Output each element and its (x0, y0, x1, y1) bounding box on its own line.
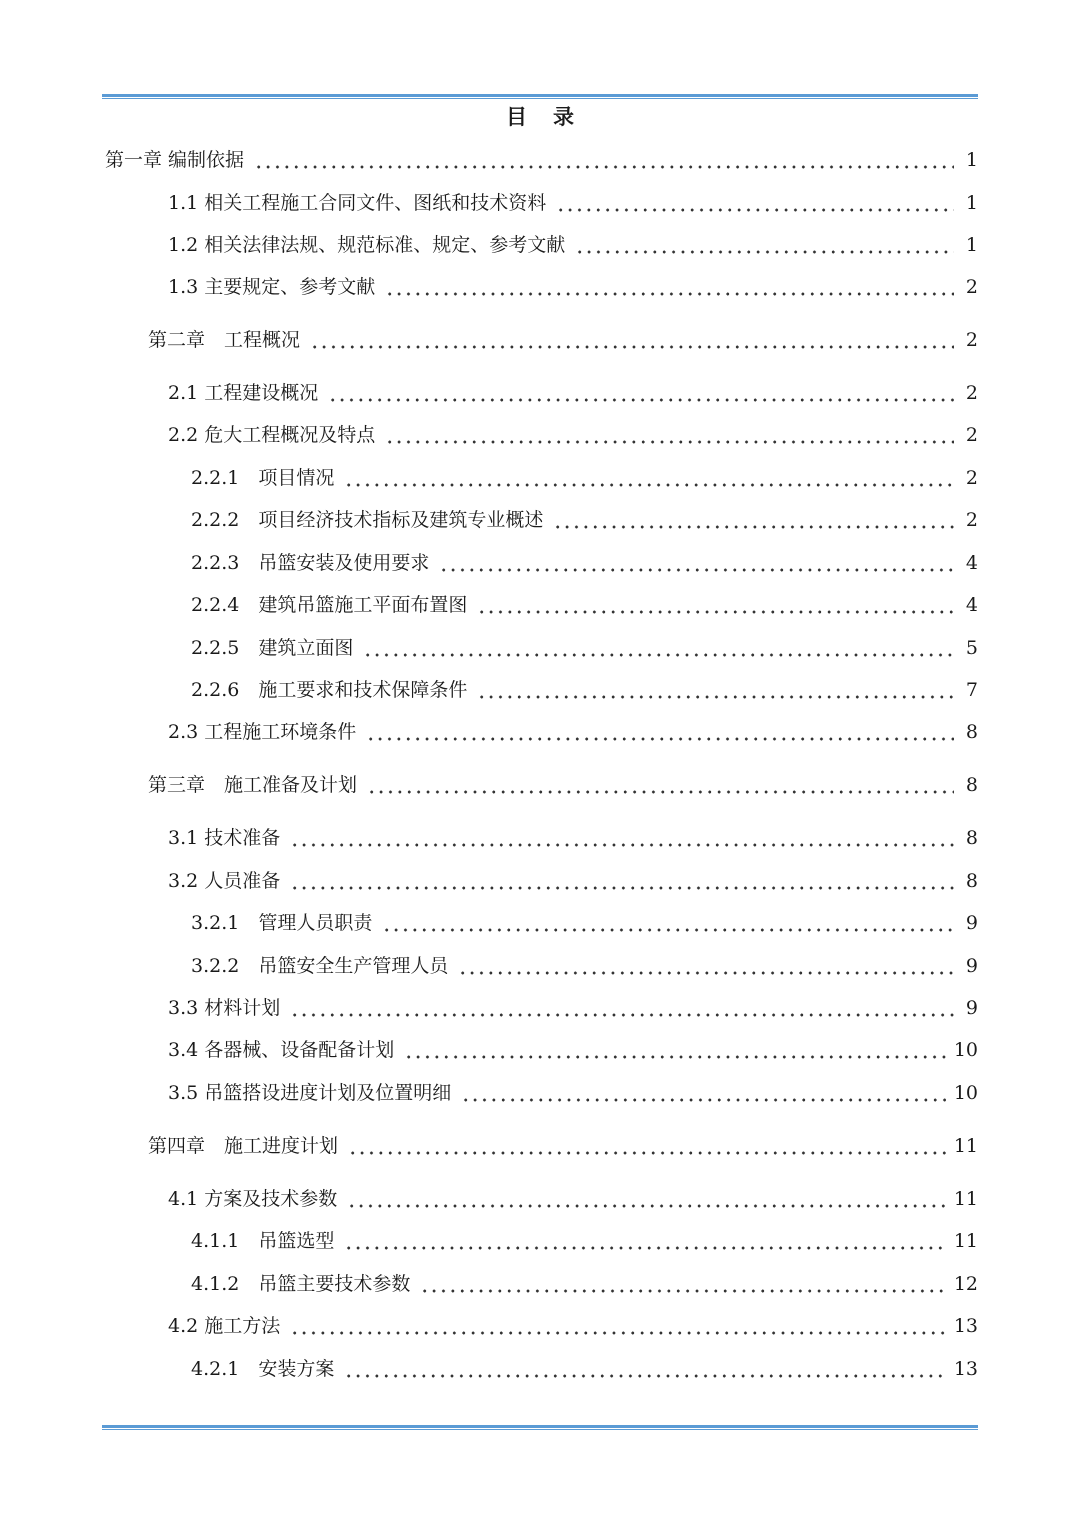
toc-entry-page: 1 (965, 149, 978, 171)
toc-leader-dots (404, 1035, 946, 1065)
toc-leader-dots (348, 1131, 946, 1161)
toc-entry[interactable] (191, 463, 978, 493)
toc-entry[interactable] (168, 823, 978, 853)
toc-entry-page: 10 (953, 1082, 978, 1104)
toc-leader-dots (366, 717, 954, 747)
toc-entry-label: 3.4 各器械、设备配备计划 (168, 1039, 395, 1061)
toc-entry[interactable] (168, 230, 978, 260)
toc-leader-dots (477, 675, 954, 705)
toc-entry[interactable] (168, 866, 978, 896)
header-rule-thick (102, 94, 978, 97)
toc-entry-page: 8 (965, 827, 978, 849)
toc-entry-label: 2.2.6 施工要求和技术保障条件 (191, 679, 468, 701)
toc-entry-page: 8 (965, 774, 978, 796)
toc-entry-page: 1 (965, 234, 978, 256)
header-rule (102, 94, 978, 100)
toc-leader-dots (310, 325, 954, 355)
toc-title-char: 录 (553, 104, 574, 129)
toc-leader-dots (344, 1226, 945, 1256)
toc-entry-label: 1.3 主要规定、参考文献 (168, 276, 376, 298)
footer-rule (102, 1425, 978, 1431)
toc-entry-label: 2.2 危大工程概况及特点 (168, 424, 376, 446)
toc-entry-label: 第四章 施工进度计划 (148, 1135, 339, 1157)
toc-leader-dots (344, 463, 954, 493)
toc-entry-label: 4.2.1 安装方案 (191, 1358, 335, 1380)
toc-leader-dots (254, 145, 954, 175)
toc-entry-page: 11 (953, 1230, 978, 1252)
toc-leader-dots (347, 1184, 946, 1214)
toc-entry-page: 1 (965, 192, 978, 214)
toc-entry[interactable] (191, 1354, 978, 1384)
toc-entry[interactable] (191, 675, 978, 705)
toc-entry[interactable] (191, 908, 978, 938)
toc-entry-page: 13 (953, 1358, 978, 1380)
toc-entry[interactable] (148, 1131, 978, 1161)
toc-entry-label: 4.2 施工方法 (168, 1315, 281, 1337)
toc-entry-page: 11 (953, 1135, 978, 1157)
toc-entry[interactable] (191, 633, 978, 663)
toc-entry-label: 2.2.1 项目情况 (191, 467, 335, 489)
toc-entry-label: 3.1 技术准备 (168, 827, 281, 849)
toc-leader-dots (385, 420, 954, 450)
toc-leader-dots (363, 633, 954, 663)
toc-leader-dots (553, 505, 954, 535)
toc-entry-label: 3.2.2 吊篮安全生产管理人员 (191, 955, 449, 977)
toc-entry-label: 3.2 人员准备 (168, 870, 281, 892)
toc-entry-label: 2.3 工程施工环境条件 (168, 721, 357, 743)
toc-entry-label: 3.3 材料计划 (168, 997, 281, 1019)
toc-entry[interactable] (105, 145, 978, 175)
toc-leader-dots (382, 908, 954, 938)
toc-entry-label: 第二章 工程概况 (148, 329, 301, 351)
toc-title (0, 102, 1080, 132)
toc-entry-label: 1.1 相关工程施工合同文件、图纸和技术资料 (168, 192, 547, 214)
toc-entry-label: 4.1.2 吊篮主要技术参数 (191, 1273, 411, 1295)
toc-entry-label: 2.2.3 吊篮安装及使用要求 (191, 552, 430, 574)
toc-entry[interactable] (191, 1226, 978, 1256)
header-rule-thin (102, 98, 978, 99)
toc-entry-page: 13 (953, 1315, 978, 1337)
toc-entry-page: 11 (953, 1188, 978, 1210)
toc-entry-page: 10 (953, 1039, 978, 1061)
toc-entry[interactable] (168, 717, 978, 747)
toc-entry[interactable] (191, 590, 978, 620)
toc-entry[interactable] (168, 188, 978, 218)
toc-leader-dots (575, 230, 954, 260)
toc-entry-page: 2 (965, 467, 978, 489)
toc-leader-dots (458, 951, 954, 981)
toc-leader-dots (344, 1354, 945, 1384)
toc-entry[interactable] (191, 505, 978, 535)
toc-leader-dots (290, 823, 954, 853)
toc-leader-dots (477, 590, 954, 620)
toc-leader-dots (290, 866, 954, 896)
toc-entry[interactable] (168, 1035, 978, 1065)
toc-entry-label: 4.1 方案及技术参数 (168, 1188, 338, 1210)
toc-entry-page: 2 (965, 509, 978, 531)
toc-entry[interactable] (191, 951, 978, 981)
toc-entry-label: 3.5 吊篮搭设进度计划及位置明细 (168, 1082, 452, 1104)
toc-leader-dots (385, 272, 954, 302)
toc-entry-label: 第一章 编制依据 (105, 149, 245, 171)
toc-entry[interactable] (191, 1269, 978, 1299)
toc-entry-page: 12 (953, 1273, 978, 1295)
toc-entry-page: 9 (965, 997, 978, 1019)
toc-entry-label: 1.2 相关法律法规、规范标准、规定、参考文献 (168, 234, 566, 256)
toc-entry-page: 4 (965, 552, 978, 574)
toc-entry[interactable] (168, 1311, 978, 1341)
toc-leader-dots (556, 188, 954, 218)
toc-entry[interactable] (168, 378, 978, 408)
toc-entry[interactable] (148, 325, 978, 355)
toc-entry-page: 2 (965, 382, 978, 404)
toc-entry-label: 3.2.1 管理人员职责 (191, 912, 373, 934)
toc-entry-page: 2 (965, 276, 978, 298)
toc-leader-dots (461, 1078, 946, 1108)
toc-entry-page: 2 (965, 329, 978, 351)
toc-leader-dots (290, 1311, 946, 1341)
toc-entry[interactable] (191, 548, 978, 578)
toc-leader-dots (439, 548, 954, 578)
toc-entry-page: 4 (965, 594, 978, 616)
toc-entry-page: 8 (965, 870, 978, 892)
toc-leader-dots (328, 378, 954, 408)
toc-entry-page: 2 (965, 424, 978, 446)
toc-entry[interactable] (148, 770, 978, 800)
toc-entry-label: 4.1.1 吊篮选型 (191, 1230, 335, 1252)
toc-entry-page: 9 (965, 955, 978, 977)
toc-leader-dots (290, 993, 954, 1023)
footer-rule-thin (102, 1429, 978, 1430)
toc-entry-page: 5 (965, 637, 978, 659)
toc-entry-label: 第三章 施工准备及计划 (148, 774, 358, 796)
toc-entry[interactable] (168, 993, 978, 1023)
toc-entry-label: 2.1 工程建设概况 (168, 382, 319, 404)
footer-rule-thick (102, 1425, 978, 1428)
toc-entry[interactable] (168, 272, 978, 302)
toc-entry[interactable] (168, 420, 978, 450)
toc-entry-label: 2.2.2 项目经济技术指标及建筑专业概述 (191, 509, 544, 531)
toc-entry-page: 7 (965, 679, 978, 701)
toc-entry-page: 9 (965, 912, 978, 934)
toc-leader-dots (367, 770, 954, 800)
toc-entry[interactable] (168, 1184, 978, 1214)
toc-leader-dots (420, 1269, 945, 1299)
toc-entry[interactable] (168, 1078, 978, 1108)
toc-entry-label: 2.2.5 建筑立面图 (191, 637, 354, 659)
toc-entry-page: 8 (965, 721, 978, 743)
toc-title-char: 目 (506, 104, 527, 129)
toc-entry-label: 2.2.4 建筑吊篮施工平面布置图 (191, 594, 468, 616)
